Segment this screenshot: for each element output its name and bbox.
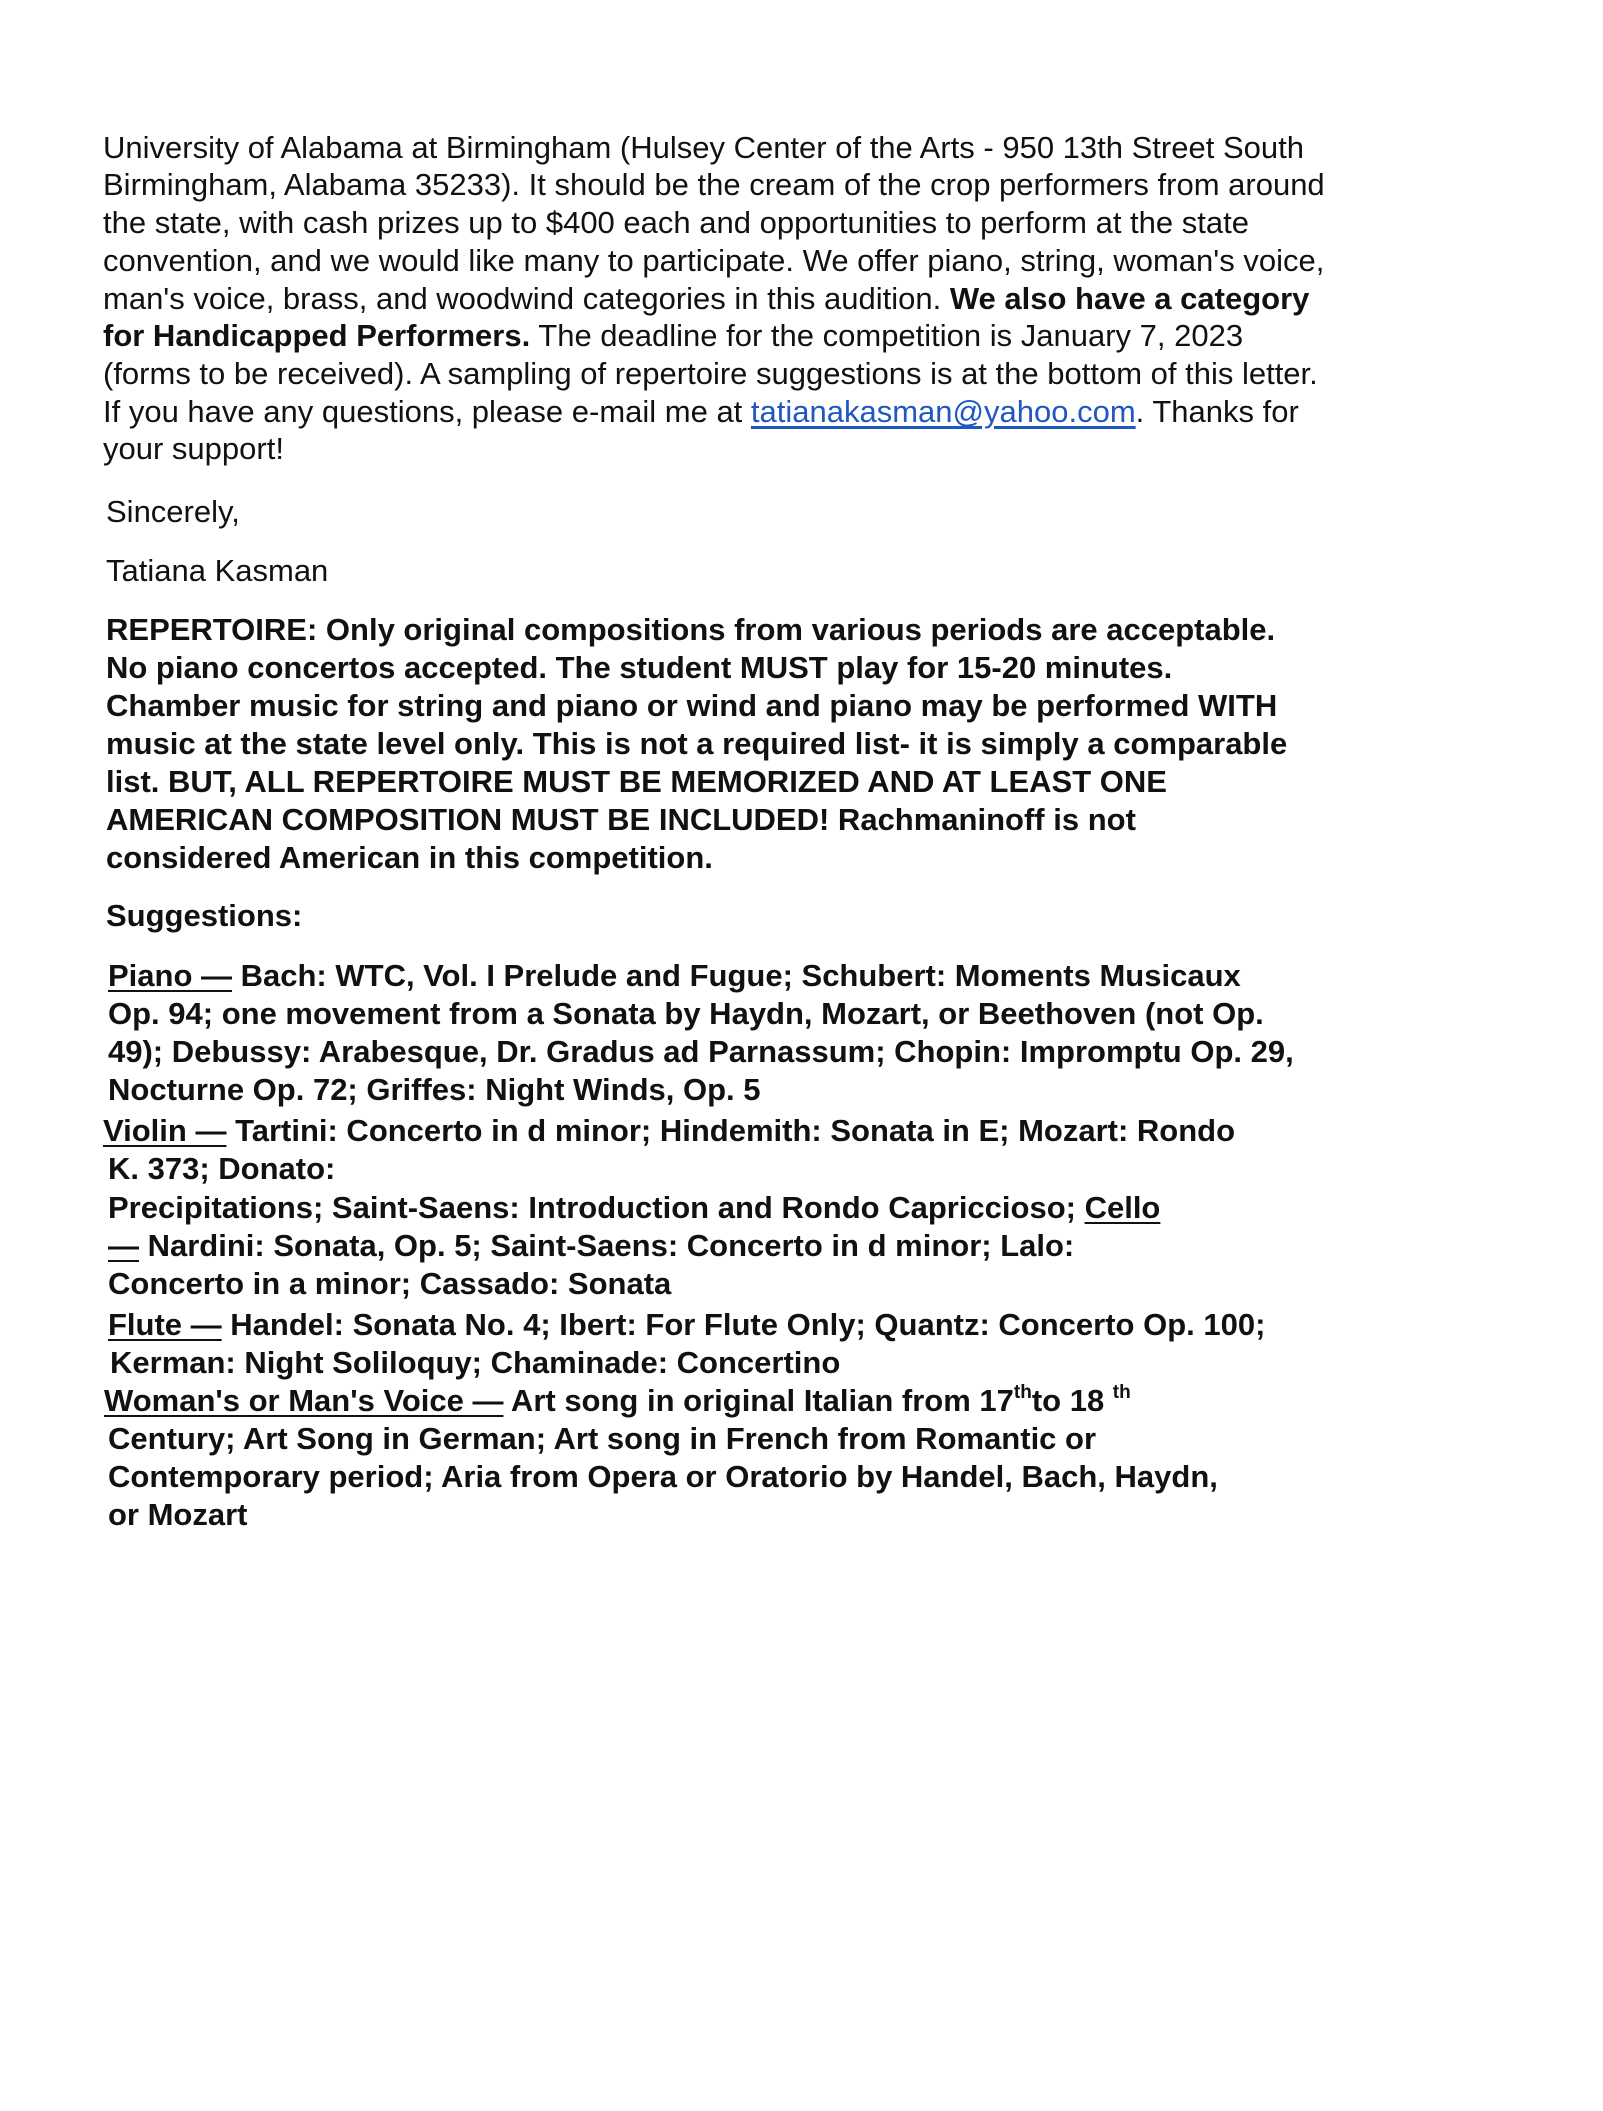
letter-line-6	[103, 317, 1243, 355]
voice-sup-1: th	[1013, 1382, 1032, 1403]
letter-line-9: your support!	[103, 431, 284, 466]
cello-line-1	[108, 1227, 1074, 1265]
cello-text-1: Nardini: Sonata, Op. 5; Saint-Saens: Concerto in d minor; Lalo:	[139, 1228, 1075, 1263]
letter-line-2: Birmingham, Alabama 35233). It should be the cream of the crop performers from around	[103, 167, 1325, 202]
voice-label: Woman's or Man's Voice —	[104, 1383, 504, 1418]
letter-line-5-plain: man's voice, brass, and woodwind categories in this audition.	[103, 281, 950, 316]
suggestions-heading: Suggestions:	[106, 898, 303, 933]
piano-line-1	[108, 957, 1241, 995]
cello-dash: —	[108, 1228, 139, 1263]
cello-label: Cello	[1084, 1190, 1161, 1225]
piano-text-1: Bach: WTC, Vol. I Prelude and Fugue; Schubert: Moments Musicaux	[232, 958, 1241, 993]
letter-line-1: University of Alabama at Birmingham (Hulsey Center of the Arts - 950 13th Street South	[103, 130, 1304, 165]
email-link[interactable]: tatianakasman@yahoo.com	[750, 394, 1136, 429]
piano-label: Piano —	[108, 958, 233, 993]
voice-text-1b: to 18	[1031, 1383, 1113, 1418]
letter-line-8-before: If you have any questions, please e-mail me at	[103, 394, 751, 429]
violin-line-3	[108, 1189, 1160, 1227]
letter-line-6-bold: for Handicapped Performers.	[103, 318, 531, 353]
repertoire-line-7: considered American in this competition.	[106, 840, 713, 875]
repertoire-line-3: Chamber music for string and piano or wind and piano may be performed WITH	[106, 688, 1278, 723]
voice-text-1a: Art song in original Italian from 17	[503, 1383, 1014, 1418]
letter-line-8	[103, 393, 1299, 431]
violin-text-1: Tartini: Concerto in d minor; Hindemith: Sonata in E; Mozart: Rondo	[226, 1113, 1236, 1148]
flute-line-2: Kerman: Night Soliloquy; Chaminade: Concertino	[110, 1345, 841, 1380]
letter-line-4: convention, and we would like many to participate. We offer piano, string, woman's voice,	[103, 243, 1325, 278]
voice-sup-2: th	[1112, 1382, 1131, 1403]
voice-line-3: Contemporary period; Aria from Opera or Oratorio by Handel, Bach, Haydn,	[108, 1459, 1218, 1494]
violin-line-2: K. 373; Donato:	[108, 1151, 336, 1186]
voice-line-2: Century; Art Song in German; Art song in French from Romantic or	[108, 1421, 1097, 1456]
piano-line-2: Op. 94; one movement from a Sonata by Haydn, Mozart, or Beethoven (not Op.	[108, 996, 1264, 1031]
voice-line-4: or Mozart	[108, 1497, 248, 1532]
repertoire-line-6: AMERICAN COMPOSITION MUST BE INCLUDED! Rachmaninoff is not	[106, 802, 1136, 837]
repertoire-line-2: No piano concertos accepted. The student MUST play for 15-20 minutes.	[106, 650, 1173, 685]
repertoire-line-4: music at the state level only. This is not a required list- it is simply a comparable	[106, 726, 1288, 761]
letter-line-7: (forms to be received). A sampling of repertoire suggestions is at the bottom of this letter.	[103, 356, 1318, 391]
signature: Tatiana Kasman	[106, 553, 329, 588]
letter-line-3: the state, with cash prizes up to $400 each and opportunities to perform at the state	[103, 205, 1249, 240]
flute-line-1	[108, 1306, 1265, 1344]
letter-line-5-bold: We also have a category	[949, 281, 1310, 316]
letter-line-6-plain: The deadline for the competition is January 7, 2023	[530, 318, 1244, 353]
piano-line-4: Nocturne Op. 72; Griffes: Night Winds, Op. 5	[108, 1072, 761, 1107]
piano-line-3: 49); Debussy: Arabesque, Dr. Gradus ad Parnassum; Chopin: Impromptu Op. 29,	[108, 1034, 1294, 1069]
letter-line-5	[103, 280, 1309, 318]
repertoire-line-1: REPERTOIRE: Only original compositions from various periods are acceptable.	[106, 612, 1276, 647]
repertoire-line-5: list. BUT, ALL REPERTOIRE MUST BE MEMORIZED AND AT LEAST ONE	[106, 764, 1167, 799]
violin-text-3: Precipitations; Saint-Saens: Introduction and Rondo Capriccioso;	[108, 1190, 1085, 1225]
cello-line-2: Concerto in a minor; Cassado: Sonata	[108, 1266, 672, 1301]
closing: Sincerely,	[106, 494, 240, 529]
violin-label: Violin —	[103, 1113, 227, 1148]
letter-line-8-after: . Thanks for	[1135, 394, 1299, 429]
violin-line-1	[103, 1112, 1235, 1150]
flute-label: Flute —	[108, 1307, 222, 1342]
voice-line-1	[104, 1382, 1131, 1420]
flute-text-1: Handel: Sonata No. 4; Ibert: For Flute Only; Quantz: Concerto Op. 100;	[221, 1307, 1266, 1342]
